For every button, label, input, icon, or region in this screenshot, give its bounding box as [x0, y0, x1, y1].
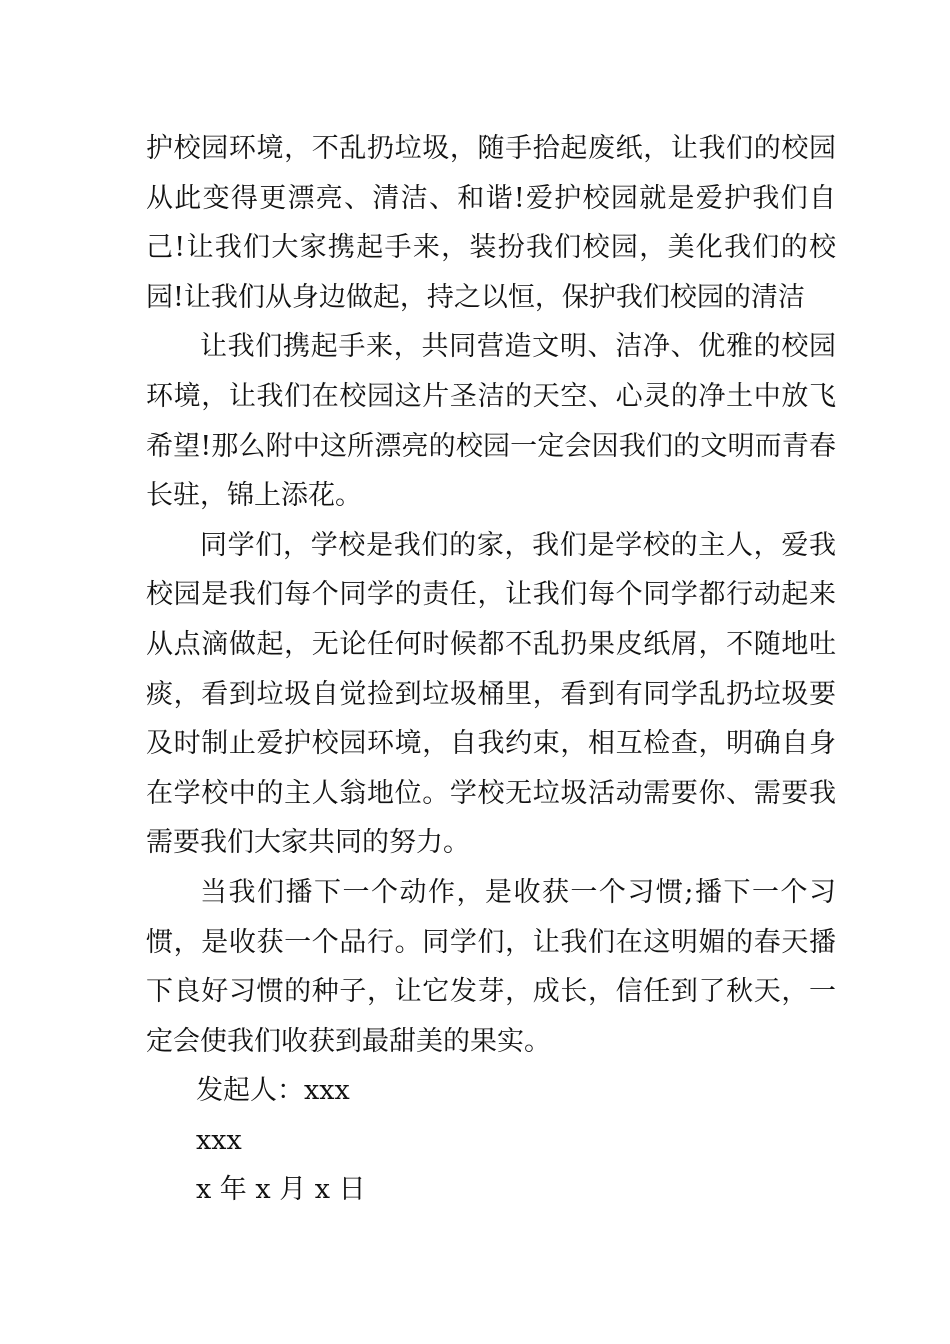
paragraph-3: 同学们，学校是我们的家，我们是学校的主人，爱我校园是我们每个同学的责任，让我们每个同学都行动起来从点滴做起，无论任何时候都不乱扔果皮纸屑，不随地吐痰，看到垃圾自觉捡到垃圾桶里，看到有同学乱扔垃圾要及时制止爱护校园环境，自我约束，相互检查，明确自身在学校中的主人翁地位。学校无垃圾活动需要你、需要我需要我们大家共同的努力。	[146, 529, 836, 859]
paragraph-1: 护校园环境，不乱扔垃圾，随手拾起废纸，让我们的校园从此变得更漂亮、清洁、和谐!爱护校园就是爱护我们自己!让我们大家携起手来，装扮我们校园，美化我们的校园!让我们从身边做起，持之以恒，保护我们校园的清洁	[146, 133, 836, 313]
signature-name: xxx	[196, 1124, 242, 1156]
signature-initiator: 发起人：xxx	[196, 1075, 350, 1107]
document-body	[146, 124, 836, 1215]
paragraph-4: 当我们播下一个动作，是收获一个习惯;播下一个习惯，是收获一个品行。同学们，让我们在这明媚的春天播下良好习惯的种子，让它发芽，成长，信任到了秋天，一定会使我们收获到最甜美的果实。	[146, 876, 836, 1057]
paragraph-2: 让我们携起手来，共同营造文明、洁净、优雅的校园环境，让我们在校园这片圣洁的天空、心灵的净土中放飞希望!那么附中这所漂亮的校园一定会因我们的文明而青春长驻，锦上添花。	[146, 331, 836, 512]
signature-date: x 年 x 月 x 日	[196, 1174, 366, 1206]
